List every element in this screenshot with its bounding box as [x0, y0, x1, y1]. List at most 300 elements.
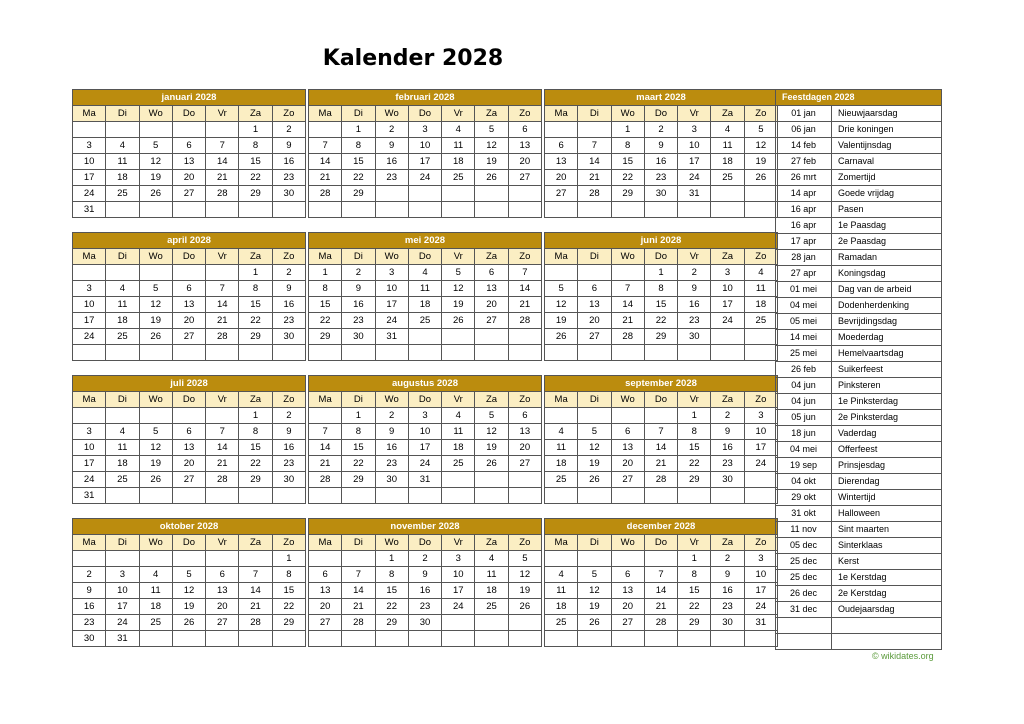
week-row: [73, 122, 306, 138]
empty-day-cell: [309, 631, 342, 647]
day-cell: 21: [239, 599, 272, 615]
week-row: [73, 456, 306, 472]
weekday-header: Di: [106, 535, 139, 551]
source-credit: © wikidates.org: [872, 651, 934, 661]
holiday-row: [776, 410, 942, 426]
weekday-header: Vr: [678, 535, 711, 551]
month-calendar: [308, 518, 542, 647]
empty-day-cell: [744, 345, 777, 361]
holiday-date: 16 apr: [776, 218, 832, 234]
day-cell: 26: [172, 615, 205, 631]
month-title: juli 2028: [73, 376, 306, 392]
day-cell: 19: [139, 456, 172, 472]
day-cell: 12: [744, 138, 777, 154]
week-row: [73, 472, 306, 488]
day-cell: 25: [442, 170, 475, 186]
day-cell: 28: [508, 313, 541, 329]
day-cell: 23: [711, 456, 744, 472]
empty-day-cell: [239, 551, 272, 567]
day-cell: 4: [711, 122, 744, 138]
day-cell: 23: [408, 599, 441, 615]
empty-day-cell: [545, 122, 578, 138]
day-cell: 27: [309, 615, 342, 631]
empty-day-cell: [744, 186, 777, 202]
month-calendar: [544, 232, 778, 361]
empty-day-cell: [139, 265, 172, 281]
empty-day-cell: [578, 202, 611, 218]
day-cell: 14: [342, 583, 375, 599]
empty-day-cell: [475, 186, 508, 202]
day-cell: 14: [644, 583, 677, 599]
empty-day-cell: [711, 488, 744, 504]
day-cell: 29: [342, 186, 375, 202]
day-cell: 6: [172, 281, 205, 297]
week-row: [545, 456, 778, 472]
holiday-row: [776, 106, 942, 122]
day-cell: 4: [139, 567, 172, 583]
empty-day-cell: [106, 408, 139, 424]
weekday-header: Wo: [375, 535, 408, 551]
weekday-header: Za: [239, 249, 272, 265]
month-calendar: [72, 375, 306, 504]
day-cell: 31: [106, 631, 139, 647]
day-cell: 30: [73, 631, 106, 647]
day-cell: 16: [678, 297, 711, 313]
day-cell: 23: [272, 456, 305, 472]
day-cell: 1: [239, 408, 272, 424]
empty-day-cell: [375, 488, 408, 504]
empty-day-cell: [408, 631, 441, 647]
month-calendar: [544, 89, 778, 218]
holiday-name: Vaderdag: [832, 426, 942, 442]
day-cell: 3: [711, 265, 744, 281]
day-cell: 18: [475, 583, 508, 599]
empty-day-cell: [106, 265, 139, 281]
week-row: [545, 329, 778, 345]
empty-day-cell: [239, 488, 272, 504]
holiday-name: 1e Paasdag: [832, 218, 942, 234]
day-cell: 16: [342, 297, 375, 313]
week-row: [545, 599, 778, 615]
month-title: oktober 2028: [73, 519, 306, 535]
day-cell: 30: [644, 186, 677, 202]
empty-day-cell: [442, 472, 475, 488]
holiday-row: [776, 522, 942, 538]
week-row: [73, 329, 306, 345]
day-cell: 20: [206, 599, 239, 615]
day-cell: 21: [644, 456, 677, 472]
day-cell: 17: [678, 154, 711, 170]
empty-day-cell: [206, 408, 239, 424]
empty-day-cell: [73, 122, 106, 138]
empty-day-cell: [239, 202, 272, 218]
week-row: [309, 583, 542, 599]
empty-day-cell: [475, 329, 508, 345]
weekday-header: Zo: [508, 106, 541, 122]
empty-day-cell: [309, 202, 342, 218]
day-cell: 4: [106, 424, 139, 440]
weekday-header: Do: [172, 535, 205, 551]
day-cell: 29: [611, 186, 644, 202]
day-cell: 6: [611, 567, 644, 583]
day-cell: 16: [272, 154, 305, 170]
week-row: [73, 488, 306, 504]
day-cell: 12: [139, 440, 172, 456]
empty-day-cell: [206, 488, 239, 504]
day-cell: 29: [342, 472, 375, 488]
day-cell: 13: [172, 154, 205, 170]
day-cell: 28: [206, 329, 239, 345]
empty-day-cell: [375, 202, 408, 218]
day-cell: 18: [442, 440, 475, 456]
day-cell: 26: [744, 170, 777, 186]
day-cell: 19: [139, 313, 172, 329]
empty-day-cell: [545, 631, 578, 647]
day-cell: 29: [644, 329, 677, 345]
day-cell: 30: [711, 472, 744, 488]
day-cell: 24: [711, 313, 744, 329]
weekday-header: Za: [711, 535, 744, 551]
week-row: [545, 408, 778, 424]
day-cell: 26: [475, 456, 508, 472]
holiday-row: [776, 570, 942, 586]
holiday-date: 04 mei: [776, 298, 832, 314]
day-cell: 18: [106, 313, 139, 329]
day-cell: 21: [644, 599, 677, 615]
day-cell: 1: [239, 122, 272, 138]
day-cell: 11: [442, 138, 475, 154]
day-cell: 17: [408, 154, 441, 170]
holiday-date: 04 jun: [776, 394, 832, 410]
empty-holiday-cell: [776, 634, 832, 650]
empty-holiday-cell: [776, 618, 832, 634]
day-cell: 18: [408, 297, 441, 313]
week-row: [545, 202, 778, 218]
day-cell: 28: [206, 472, 239, 488]
weekday-header: Ma: [73, 392, 106, 408]
day-cell: 9: [73, 583, 106, 599]
page-title: Kalender 2028: [322, 46, 504, 71]
day-cell: 6: [475, 265, 508, 281]
empty-day-cell: [106, 202, 139, 218]
empty-holiday-cell: [832, 618, 942, 634]
day-cell: 20: [475, 297, 508, 313]
empty-day-cell: [139, 202, 172, 218]
day-cell: 13: [508, 424, 541, 440]
day-cell: 21: [611, 313, 644, 329]
day-cell: 19: [545, 313, 578, 329]
empty-day-cell: [206, 265, 239, 281]
holiday-row: [776, 458, 942, 474]
week-row: [73, 345, 306, 361]
week-row: [545, 583, 778, 599]
day-cell: 11: [545, 440, 578, 456]
week-row: [309, 599, 542, 615]
month-title: april 2028: [73, 233, 306, 249]
day-cell: 20: [611, 456, 644, 472]
day-cell: 5: [139, 138, 172, 154]
day-cell: 20: [611, 599, 644, 615]
holiday-row: [776, 170, 942, 186]
day-cell: 17: [744, 440, 777, 456]
day-cell: 26: [545, 329, 578, 345]
day-cell: 22: [375, 599, 408, 615]
day-cell: 3: [744, 551, 777, 567]
day-cell: 27: [578, 329, 611, 345]
week-row: [545, 345, 778, 361]
holiday-name: Nieuwjaarsdag: [832, 106, 942, 122]
empty-day-cell: [442, 329, 475, 345]
day-cell: 16: [375, 440, 408, 456]
holiday-date: 05 mei: [776, 314, 832, 330]
day-cell: 28: [578, 186, 611, 202]
day-cell: 16: [711, 440, 744, 456]
week-row: [309, 186, 542, 202]
weekday-header: Wo: [611, 106, 644, 122]
empty-day-cell: [644, 551, 677, 567]
day-cell: 22: [239, 456, 272, 472]
holiday-name: Halloween: [832, 506, 942, 522]
weekday-header: Di: [106, 392, 139, 408]
day-cell: 29: [272, 615, 305, 631]
empty-day-cell: [678, 488, 711, 504]
week-row: [73, 265, 306, 281]
day-cell: 5: [744, 122, 777, 138]
week-row: [309, 313, 542, 329]
day-cell: 9: [272, 424, 305, 440]
empty-day-cell: [744, 631, 777, 647]
day-cell: 25: [408, 313, 441, 329]
week-row: [545, 265, 778, 281]
holiday-row: [776, 442, 942, 458]
empty-day-cell: [475, 472, 508, 488]
day-cell: 20: [172, 456, 205, 472]
day-cell: 3: [73, 138, 106, 154]
day-cell: 22: [239, 170, 272, 186]
month-calendar: [308, 232, 542, 361]
day-cell: 13: [508, 138, 541, 154]
weekday-header: Vr: [442, 249, 475, 265]
empty-day-cell: [611, 345, 644, 361]
day-cell: 26: [508, 599, 541, 615]
day-cell: 8: [375, 567, 408, 583]
empty-day-cell: [73, 408, 106, 424]
day-cell: 7: [206, 138, 239, 154]
day-cell: 8: [272, 567, 305, 583]
day-cell: 16: [272, 297, 305, 313]
day-cell: 20: [508, 440, 541, 456]
weekday-header: Wo: [139, 249, 172, 265]
holiday-row: [776, 122, 942, 138]
day-cell: 12: [172, 583, 205, 599]
day-cell: 21: [578, 170, 611, 186]
day-cell: 10: [744, 424, 777, 440]
weekday-header: Di: [578, 106, 611, 122]
holiday-date: 27 feb: [776, 154, 832, 170]
day-cell: 26: [139, 186, 172, 202]
day-cell: 14: [206, 154, 239, 170]
day-cell: 14: [206, 440, 239, 456]
holiday-row: [776, 506, 942, 522]
day-cell: 6: [508, 408, 541, 424]
day-cell: 12: [508, 567, 541, 583]
day-cell: 19: [442, 297, 475, 313]
weekday-header: Di: [106, 106, 139, 122]
empty-day-cell: [206, 122, 239, 138]
empty-day-cell: [578, 122, 611, 138]
day-cell: 31: [375, 329, 408, 345]
day-cell: 3: [375, 265, 408, 281]
day-cell: 14: [508, 281, 541, 297]
empty-day-cell: [475, 488, 508, 504]
week-row: [73, 631, 306, 647]
day-cell: 19: [475, 154, 508, 170]
day-cell: 23: [73, 615, 106, 631]
month-title: maart 2028: [545, 90, 778, 106]
day-cell: 30: [375, 472, 408, 488]
day-cell: 15: [611, 154, 644, 170]
holiday-name: Pasen: [832, 202, 942, 218]
week-row: [545, 551, 778, 567]
day-cell: 11: [106, 297, 139, 313]
holiday-date: 01 mei: [776, 282, 832, 298]
day-cell: 28: [611, 329, 644, 345]
week-row: [73, 551, 306, 567]
day-cell: 20: [172, 170, 205, 186]
weekday-header: Zo: [272, 106, 305, 122]
empty-day-cell: [139, 488, 172, 504]
holiday-row: [776, 586, 942, 602]
empty-day-cell: [272, 345, 305, 361]
day-cell: 7: [309, 424, 342, 440]
day-cell: 23: [678, 313, 711, 329]
holiday-row: [776, 618, 942, 634]
day-cell: 10: [73, 297, 106, 313]
day-cell: 26: [578, 615, 611, 631]
day-cell: 24: [106, 615, 139, 631]
month-calendar: [72, 232, 306, 361]
day-cell: 31: [73, 202, 106, 218]
empty-day-cell: [206, 345, 239, 361]
weekday-header: Wo: [375, 249, 408, 265]
holiday-date: 01 jan: [776, 106, 832, 122]
empty-day-cell: [508, 631, 541, 647]
day-cell: 17: [711, 297, 744, 313]
day-cell: 12: [578, 583, 611, 599]
day-cell: 29: [309, 329, 342, 345]
weekday-header: Ma: [545, 392, 578, 408]
day-cell: 2: [342, 265, 375, 281]
day-cell: 26: [475, 170, 508, 186]
weekday-header: Ma: [309, 106, 342, 122]
weekday-header: Za: [475, 535, 508, 551]
holiday-date: 14 mei: [776, 330, 832, 346]
day-cell: 12: [475, 424, 508, 440]
day-cell: 8: [342, 424, 375, 440]
day-cell: 13: [545, 154, 578, 170]
week-row: [309, 170, 542, 186]
day-cell: 8: [239, 424, 272, 440]
day-cell: 1: [678, 408, 711, 424]
empty-day-cell: [408, 202, 441, 218]
empty-day-cell: [442, 202, 475, 218]
day-cell: 1: [611, 122, 644, 138]
day-cell: 12: [442, 281, 475, 297]
weekday-header: Ma: [73, 535, 106, 551]
empty-day-cell: [545, 551, 578, 567]
empty-day-cell: [508, 329, 541, 345]
day-cell: 17: [73, 456, 106, 472]
weekday-header: Do: [408, 106, 441, 122]
empty-day-cell: [375, 631, 408, 647]
week-row: [545, 297, 778, 313]
holiday-date: 11 nov: [776, 522, 832, 538]
empty-day-cell: [206, 631, 239, 647]
day-cell: 14: [239, 583, 272, 599]
weekday-header: Zo: [508, 535, 541, 551]
day-cell: 25: [106, 329, 139, 345]
weekday-header: Do: [644, 535, 677, 551]
holiday-row: [776, 378, 942, 394]
empty-day-cell: [408, 345, 441, 361]
empty-day-cell: [172, 551, 205, 567]
day-cell: 8: [611, 138, 644, 154]
holiday-row: [776, 234, 942, 250]
empty-day-cell: [309, 551, 342, 567]
holiday-date: 27 apr: [776, 266, 832, 282]
empty-day-cell: [375, 186, 408, 202]
day-cell: 10: [744, 567, 777, 583]
empty-day-cell: [375, 345, 408, 361]
empty-day-cell: [408, 329, 441, 345]
day-cell: 23: [375, 170, 408, 186]
day-cell: 21: [309, 456, 342, 472]
day-cell: 18: [106, 170, 139, 186]
empty-day-cell: [206, 551, 239, 567]
day-cell: 30: [272, 472, 305, 488]
day-cell: 6: [172, 138, 205, 154]
day-cell: 27: [172, 472, 205, 488]
day-cell: 5: [172, 567, 205, 583]
day-cell: 18: [711, 154, 744, 170]
day-cell: 10: [442, 567, 475, 583]
holiday-date: 14 apr: [776, 186, 832, 202]
day-cell: 22: [342, 456, 375, 472]
day-cell: 15: [644, 297, 677, 313]
day-cell: 28: [309, 472, 342, 488]
week-row: [309, 440, 542, 456]
weekday-header: Za: [239, 392, 272, 408]
day-cell: 15: [239, 154, 272, 170]
day-cell: 20: [309, 599, 342, 615]
empty-day-cell: [644, 488, 677, 504]
day-cell: 5: [442, 265, 475, 281]
day-cell: 5: [578, 424, 611, 440]
holiday-name: Ramadan: [832, 250, 942, 266]
holiday-date: 04 jun: [776, 378, 832, 394]
day-cell: 5: [475, 408, 508, 424]
day-cell: 26: [139, 329, 172, 345]
week-row: [309, 488, 542, 504]
empty-day-cell: [239, 345, 272, 361]
week-row: [73, 440, 306, 456]
day-cell: 3: [408, 408, 441, 424]
day-cell: 5: [578, 567, 611, 583]
day-cell: 29: [375, 615, 408, 631]
holiday-name: Offerfeest: [832, 442, 942, 458]
holiday-date: 25 mei: [776, 346, 832, 362]
day-cell: 2: [272, 265, 305, 281]
